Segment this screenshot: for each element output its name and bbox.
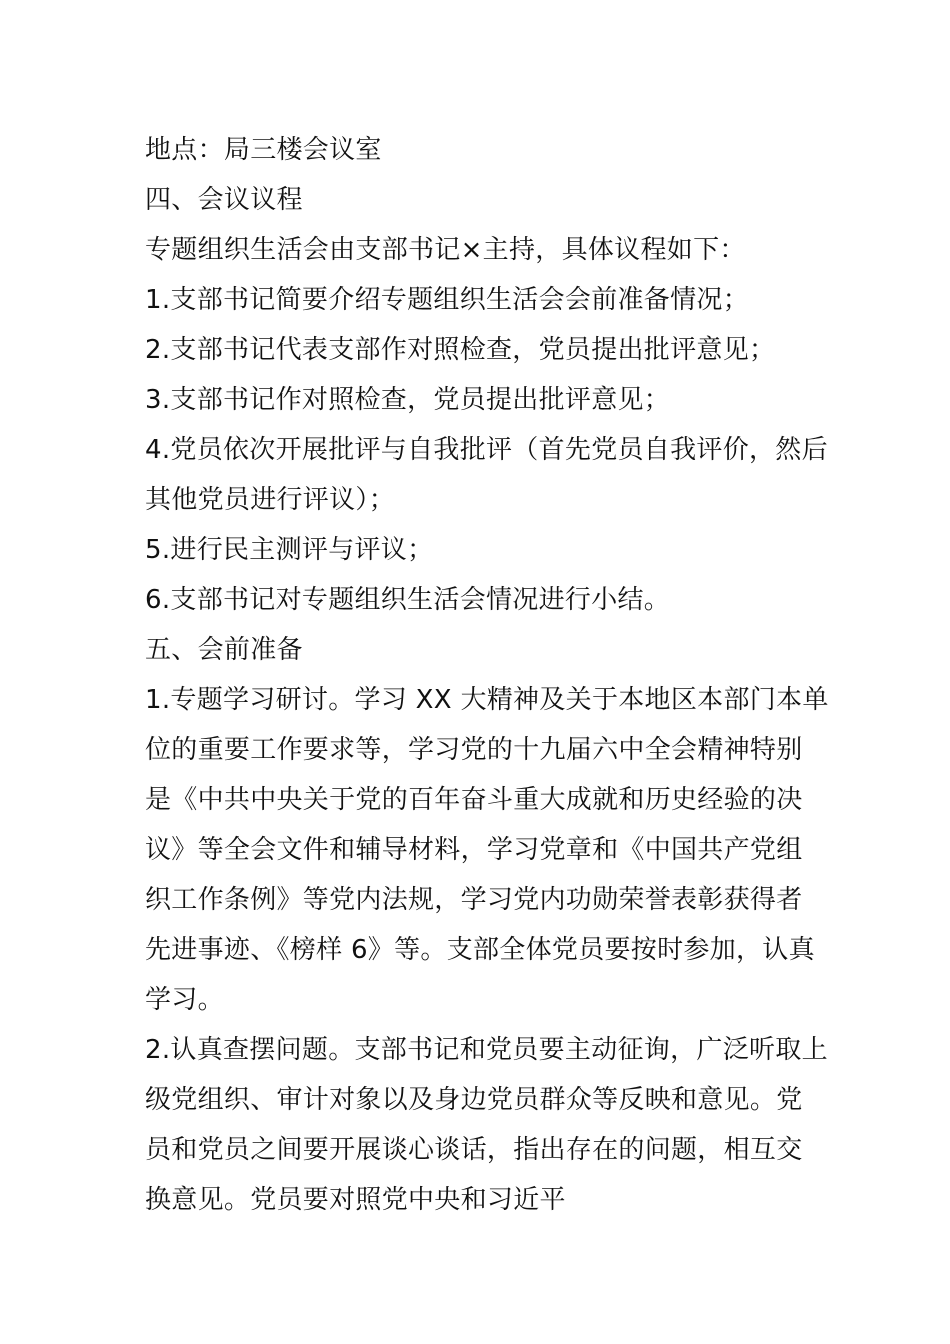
prep-item-1-line-4: 议》等全会文件和辅导材料，学习党章和《中国共产党组 [145,835,803,865]
prep-item-1-line-2: 位的重要工作要求等，学习党的十九届六中全会精神特别 [145,735,803,765]
prep-item-2-line-3: 员和党员之间要开展谈心谈话，指出存在的问题，相互交 [145,1135,803,1165]
prep-item-2-line-4: 换意见。党员要对照党中央和习近平 [145,1185,566,1215]
meeting-location: 地点：局三楼会议室 [145,135,382,165]
agenda-item-4-continued: 其他党员进行评议）； [145,485,396,515]
agenda-item-2: 2.支部书记代表支部作对照检查，党员提出批评意见； [145,335,776,365]
prep-item-1-line-3: 是《中共中央关于党的百年奋斗重大成就和历史经验的决 [145,785,803,815]
prep-item-1-line-6: 先进事迹、《榜样 6》等。支部全体党员要按时参加，认真 [145,935,815,965]
agenda-item-4: 4.党员依次开展批评与自我批评（首先党员自我评价，然后 [145,435,828,465]
prep-item-1-line-7: 学习。 [145,985,224,1015]
prep-item-1-line-5: 织工作条例》等党内法规，学习党内功勋荣誉表彰获得者 [145,885,803,915]
agenda-item-5: 5.进行民主测评与评议； [145,535,434,565]
section-heading-preparation: 五、会前准备 [145,635,303,665]
agenda-item-6: 6.支部书记对专题组织生活会情况进行小结。 [145,585,671,615]
agenda-item-3: 3.支部书记作对照检查，党员提出批评意见； [145,385,671,415]
prep-item-2: 2.认真查摆问题。支部书记和党员要主动征询，广泛听取上 [145,1035,828,1065]
agenda-item-1: 1.支部书记简要介绍专题组织生活会会前准备情况； [145,285,750,315]
prep-item-2-line-2: 级党组织、审计对象以及身边党员群众等反映和意见。党 [145,1085,803,1115]
agenda-intro: 专题组织生活会由支部书记×主持，具体议程如下： [145,235,746,265]
prep-item-1: 1.专题学习研讨。学习 XX 大精神及关于本地区本部门本单 [145,685,829,715]
section-heading-agenda: 四、会议议程 [145,185,303,215]
